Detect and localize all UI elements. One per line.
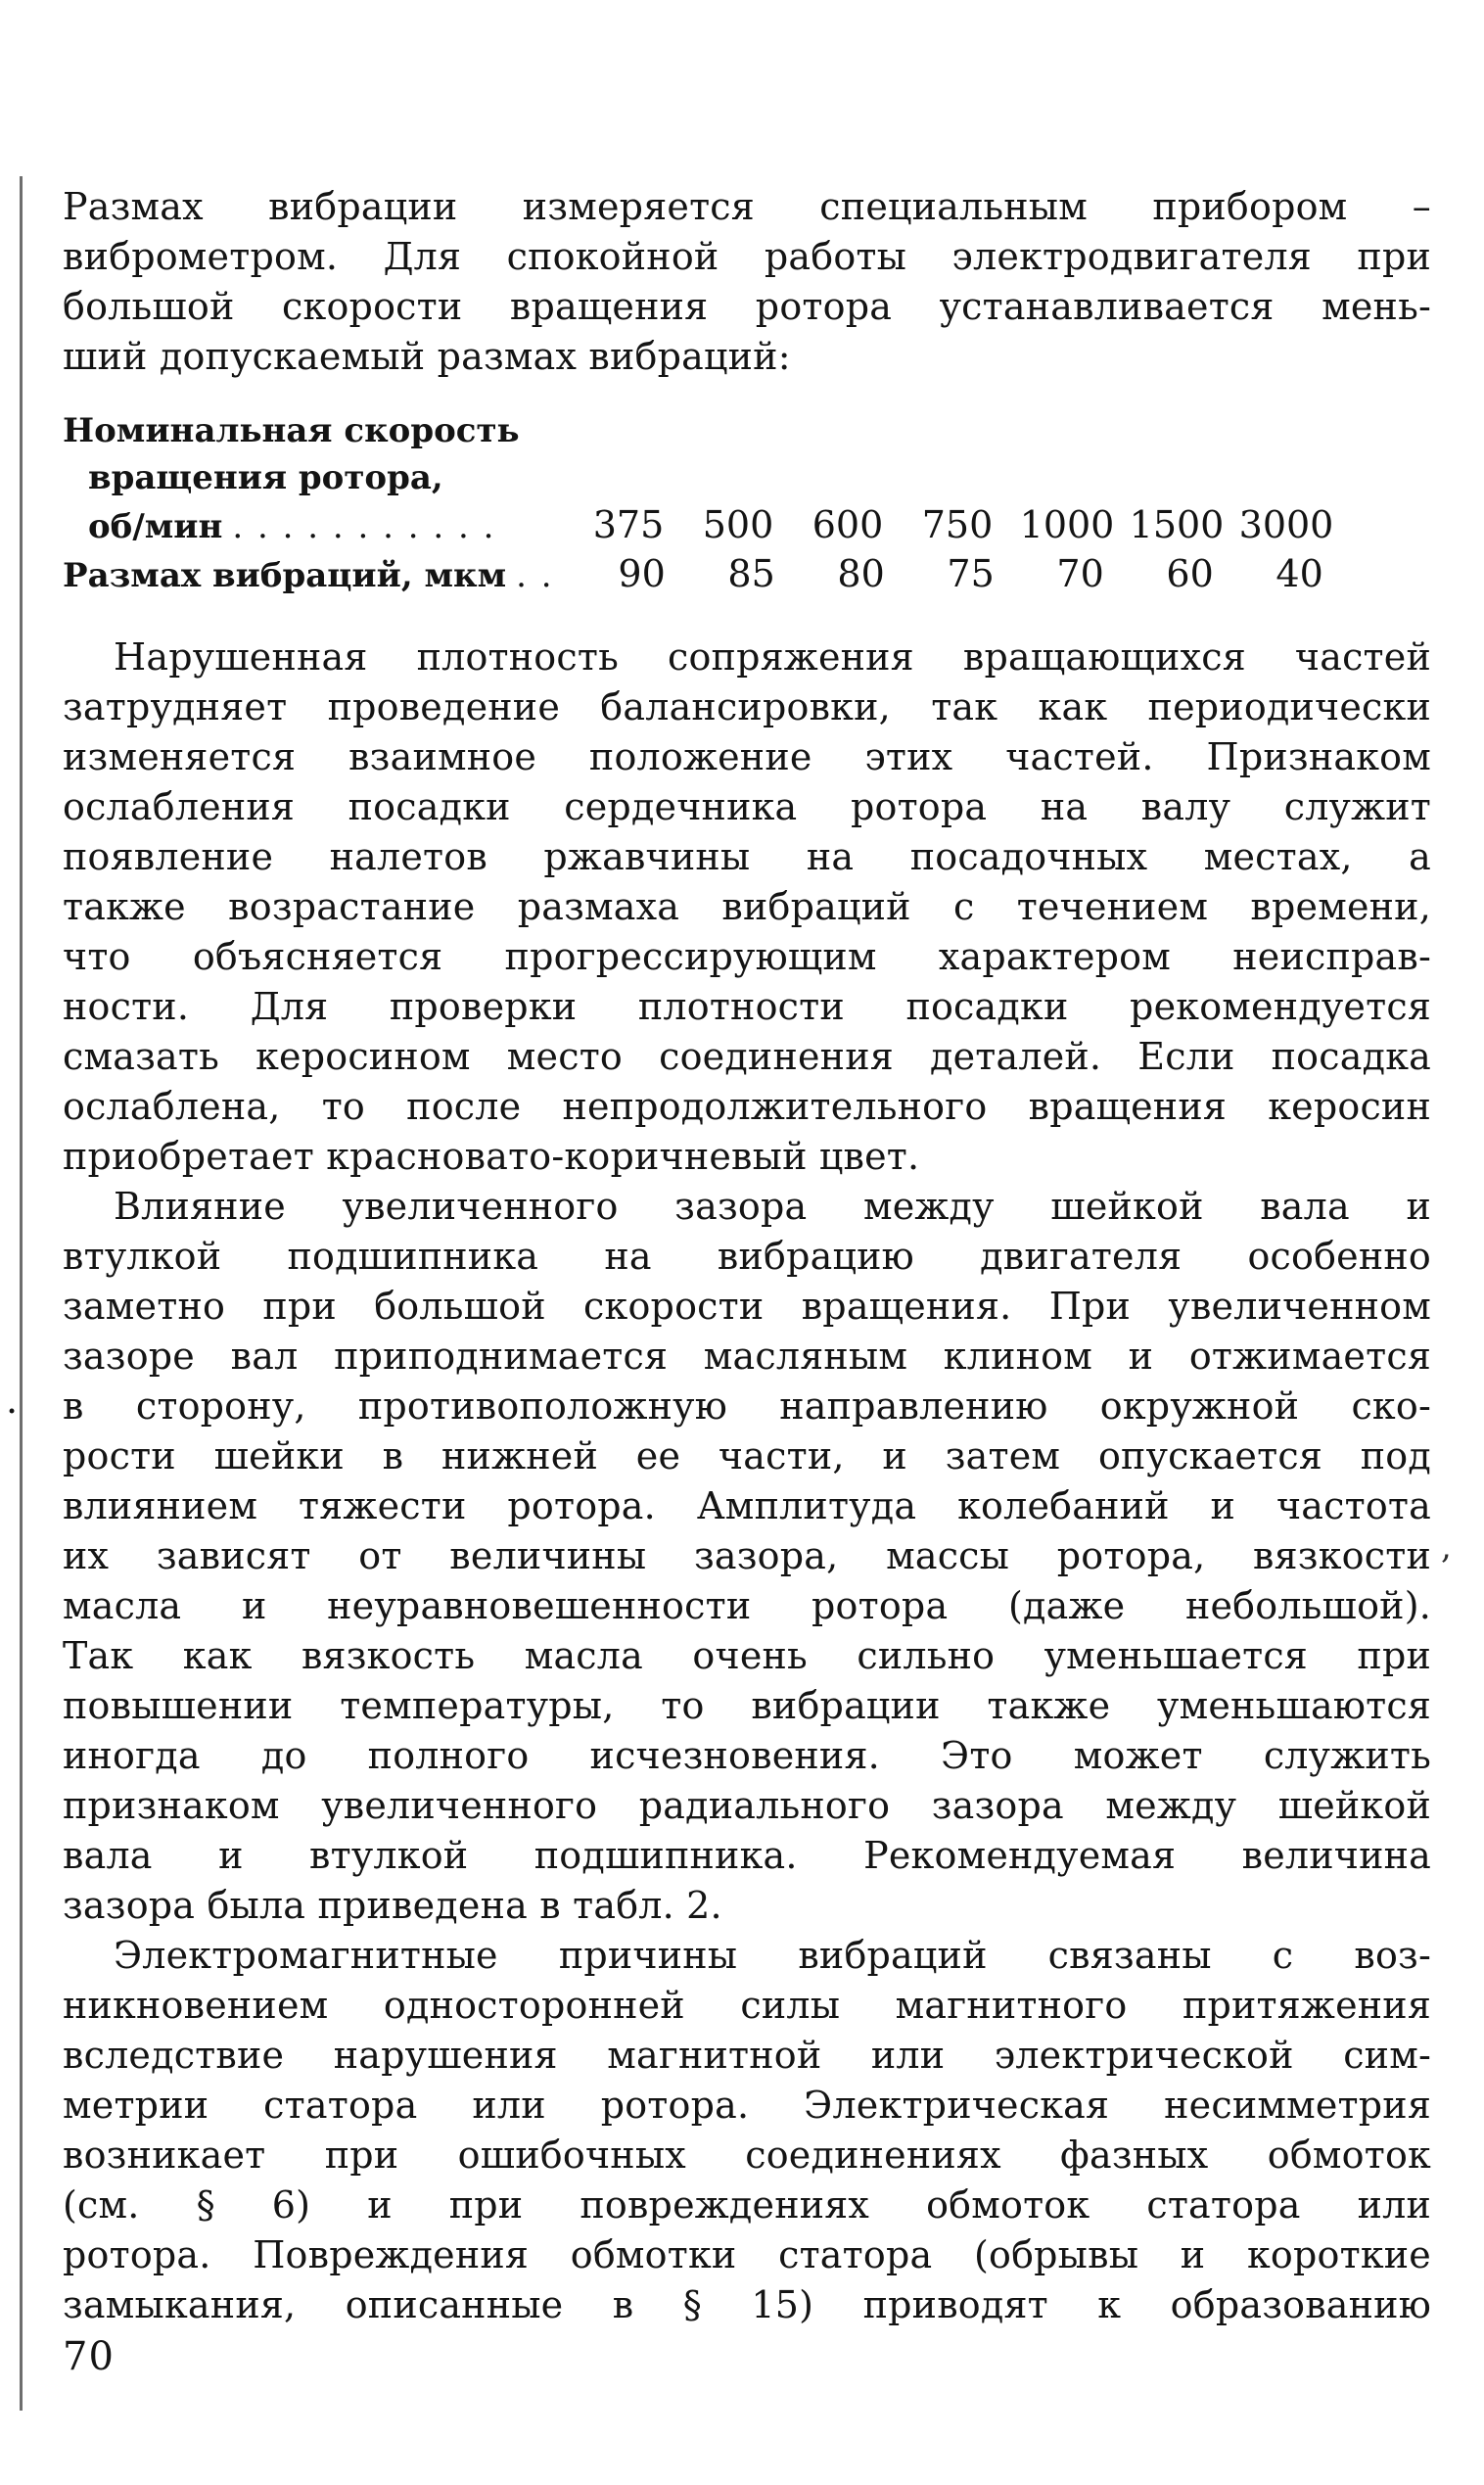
text-line: также возрастание размаха вибраций с течением времени, <box>63 885 1431 928</box>
page-number: 70 <box>63 2334 115 2379</box>
table-cell: 40 <box>1275 552 1323 595</box>
text-line: ший допускаемый размах вибраций: <box>63 335 791 378</box>
table-header-line-1: Номинальная скорость <box>63 411 520 450</box>
text-line: в сторону, противоположную направлению окружной ско- <box>63 1384 1431 1428</box>
table-cell: 90 <box>618 552 666 595</box>
text-line: втулкой подшипника на вибрацию двигателя особенно <box>63 1235 1431 1278</box>
text-line: иногда до полного исчезновения. Это может служить <box>63 1734 1431 1777</box>
table-header-line-2: вращения ротора, <box>88 458 443 497</box>
page-edge-rule <box>20 176 23 2411</box>
table-cell: 1000 <box>1019 503 1115 546</box>
text-line: повышении температуры, то вибрации также уменьшаются <box>63 1684 1431 1727</box>
text-line: Так как вязкость масла очень сильно уменьшается при <box>63 1634 1431 1677</box>
text-line: ротора. Повреждения обмотки статора (обрывы и короткие <box>63 2233 1431 2276</box>
row-label-text: Размах вибраций, мкм <box>63 556 507 595</box>
text-line: их зависят от величины зазора, массы ротора, вязкости <box>63 1534 1431 1577</box>
text-line: ослаблена, то после непродолжительного вращения керосин <box>63 1085 1431 1128</box>
scan-artifact-dot: . <box>6 1379 19 1422</box>
text-line: рости шейки в нижней ее части, и затем опускается под <box>63 1434 1431 1477</box>
text-line: Электромагнитные причины вибраций связаны с воз- <box>114 1934 1431 1977</box>
page-content <box>63 182 1431 2330</box>
text-line: возникает при ошибочных соединениях фазных обмоток <box>63 2133 1431 2177</box>
table-row-speeds <box>63 501 1431 550</box>
text-line: Нарушенная плотность сопряжения вращающихся частей <box>114 635 1431 679</box>
text-line: метрии статора или ротора. Электрическая несимметрия <box>63 2084 1431 2127</box>
table-row-amplitudes <box>63 550 1431 599</box>
table-cell: 1500 <box>1129 503 1225 546</box>
text-line: вала и втулкой подшипника. Рекомендуемая величина <box>63 1834 1431 1877</box>
table-cell: 375 <box>592 503 665 546</box>
table-cell: 500 <box>702 503 774 546</box>
text-line: зазоре вал приподнимается масляным клином и отжимается <box>63 1335 1431 1378</box>
paragraph-vibration-measurement <box>63 182 1431 382</box>
paragraph-electromagnetic-causes <box>63 1931 1431 2330</box>
table-row-label <box>63 552 554 599</box>
text-line: вследствие нарушения магнитной или электрической сим- <box>63 2034 1431 2077</box>
text-line: зазора была приведена в табл. 2. <box>63 1884 722 1927</box>
text-line: изменяется взаимное положение этих частей. Признаком <box>63 735 1431 778</box>
text-line: приобретает красновато-коричневый цвет. <box>63 1135 920 1178</box>
table-cell: 60 <box>1166 552 1214 595</box>
text-line: признаком увеличенного радиального зазора между шейкой <box>63 1784 1431 1827</box>
table-cell: 600 <box>812 503 884 546</box>
paragraph-bearing-clearance <box>63 1182 1431 1931</box>
table-row-label <box>63 503 540 550</box>
table-cell: 85 <box>727 552 775 595</box>
table-cell: 75 <box>947 552 995 595</box>
text-line: затрудняет проведение балансировки, так как периодически <box>63 685 1431 728</box>
text-line: появление налетов ржавчины на посадочных местах, а <box>63 835 1431 878</box>
paragraph-fit-looseness <box>63 633 1431 1182</box>
table-cell: 3000 <box>1238 503 1334 546</box>
text-line: большой скорости вращения ротора устанавливается мень- <box>63 285 1431 328</box>
row-label-text: об/мин <box>88 507 223 546</box>
text-line: смазать керосином место соединения деталей. Если посадка <box>63 1035 1431 1078</box>
text-line: ности. Для проверки плотности посадки рекомендуется <box>63 985 1431 1028</box>
text-line: Размах вибрации измеряется специальным прибором – <box>63 185 1431 228</box>
text-line: виброметром. Для спокойной работы электродвигателя при <box>63 235 1431 278</box>
text-line: что объясняется прогрессирующим характером неисправ- <box>63 935 1431 978</box>
text-line: заметно при большой скорости вращения. При увеличенном <box>63 1285 1431 1328</box>
leader-dots: . . . . . . . . . . . <box>232 507 496 546</box>
text-line: никновением односторонней силы магнитного притяжения <box>63 1984 1431 2027</box>
leader-dots: . . <box>516 556 554 595</box>
text-line: замыкания, описанные в § 15) приводят к образованию <box>63 2283 1431 2326</box>
table-cell: 80 <box>837 552 885 595</box>
scan-artifact-comma: , <box>1441 1527 1452 1567</box>
text-line: Влияние увеличенного зазора между шейкой вала и <box>114 1185 1431 1228</box>
table-cell: 70 <box>1056 552 1104 595</box>
vibration-limits-table <box>63 407 1431 599</box>
text-line: ослабления посадки сердечника ротора на валу служит <box>63 785 1431 828</box>
table-cell: 750 <box>921 503 994 546</box>
text-line: масла и неуравновешенности ротора (даже небольшой). <box>63 1584 1431 1627</box>
text-line: влиянием тяжести ротора. Амплитуда колебаний и частота <box>63 1484 1431 1527</box>
text-line: (см. § 6) и при повреждениях обмоток статора или <box>63 2183 1431 2227</box>
